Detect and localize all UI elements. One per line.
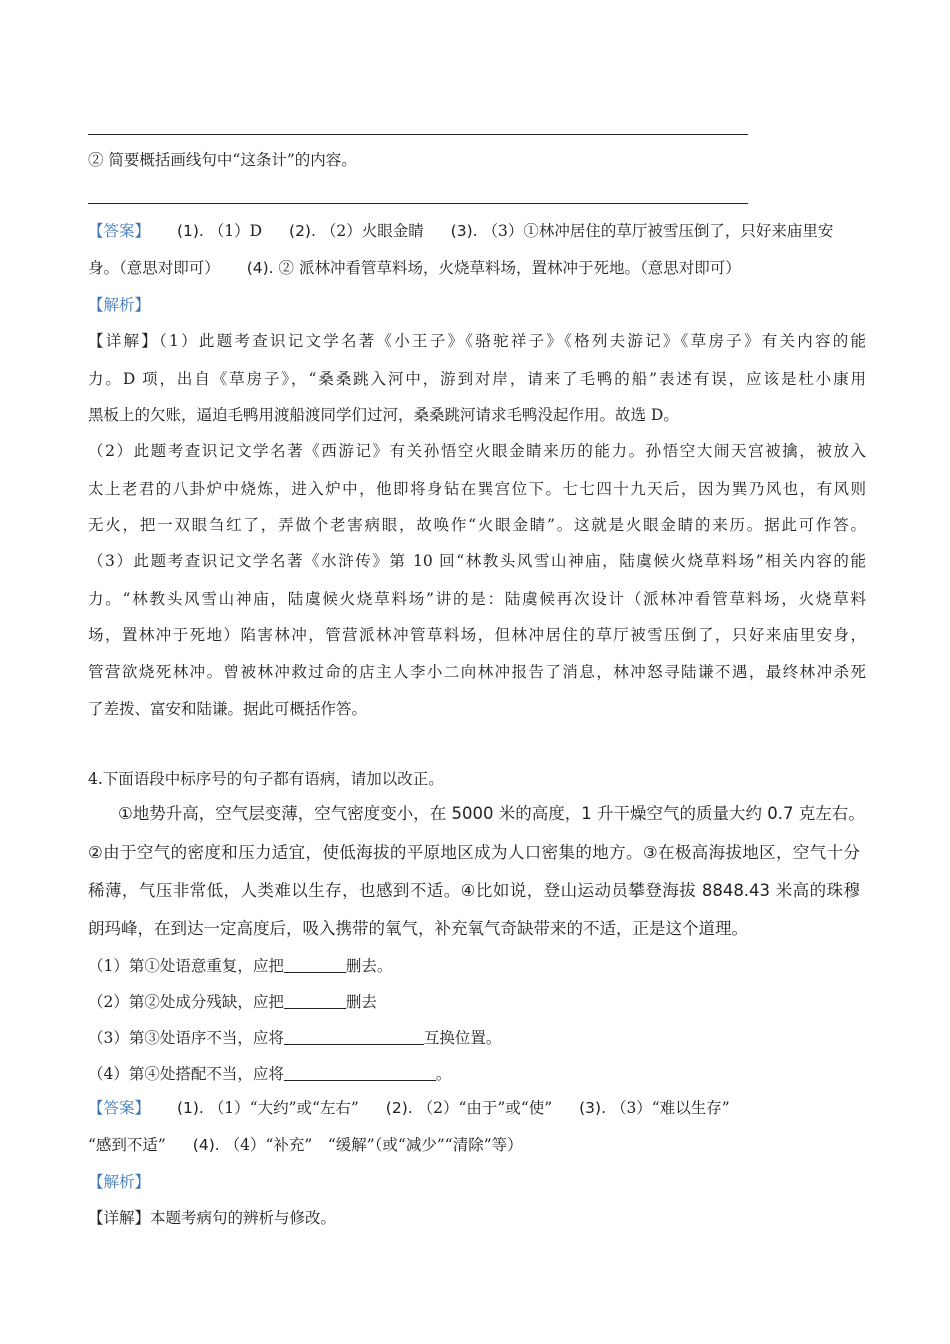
answer-text: ② 派林冲看管草料场，火烧草料场，置林冲于死地。（意思对即可） bbox=[278, 259, 741, 277]
sub-question bbox=[88, 1064, 866, 1084]
answer-text: （4）“补充” “缓解”（或“减少”“清除”等） bbox=[224, 1136, 523, 1154]
passage-line: ②由于空气的密度和压力适宜，使低海拔的平原地区成为人口密集的地方。③在极高海拔地区，空气十分 bbox=[88, 843, 860, 862]
answer-text: （2）“由于”或“使” bbox=[417, 1099, 553, 1117]
answer-line bbox=[88, 1098, 866, 1118]
answer-text: （3）①林冲居住的草厅被雪压倒了，只好来庙里安 bbox=[482, 222, 834, 240]
sub-question-text: 删去。 bbox=[345, 957, 393, 975]
answer-number: (1). bbox=[176, 1099, 204, 1117]
answer-text: 身。（意思对即可） bbox=[88, 259, 220, 277]
sub-question-text: （4）第④处搭配不当，应将 bbox=[88, 1065, 284, 1083]
question-title: 4.下面语段中标序号的句子都有语病，请加以改正。 bbox=[88, 770, 444, 788]
answer-tag: 【答案】 bbox=[88, 1099, 151, 1117]
sub-question-text: （3）第③处语序不当，应将 bbox=[88, 1029, 284, 1047]
answer-number: (1). bbox=[176, 222, 204, 240]
sub-question-text: 。 bbox=[435, 1065, 452, 1083]
analysis-line: （3）此题考查识记文学名著《水浒传》第 10 回“林教头风雪山神庙，陆虞候火烧草料场”相关内容的能 bbox=[88, 552, 866, 570]
analysis-line: 场，置林冲于死地）陷害林冲，管营派林冲管草料场，但林冲居住的草厅被雪压倒了，只好来庙里安身， bbox=[88, 626, 866, 644]
analysis-tag: 【解析】 bbox=[88, 1173, 151, 1191]
sub-question-text: （1）第①处语意重复，应把 bbox=[88, 957, 284, 975]
sub-question-text: 删去 bbox=[345, 993, 377, 1011]
answer-text: （2）火眼金睛 bbox=[320, 222, 424, 240]
analysis-line: 黑板上的欠账，逼迫毛鸭用渡船渡同学们过河，桑桑跳河请求毛鸭没起作用。故选 D。 bbox=[88, 406, 679, 424]
analysis-line: 无火，把一双眼刍红了，弄做个老害病眼，故唤作“火眼金睛”。这就是火眼金睛的来历。据此可作答。 bbox=[88, 516, 866, 534]
answer-blank-line bbox=[88, 203, 748, 204]
answer-text: （1）“大约”或“左右” bbox=[208, 1099, 359, 1117]
answer-number: (3). bbox=[579, 1099, 606, 1117]
sub-question-text: （2）第②处成分残缺，应把 bbox=[88, 993, 284, 1011]
answer-line bbox=[88, 258, 866, 278]
answer-number: (4). bbox=[246, 259, 274, 277]
fill-blank bbox=[284, 1065, 436, 1081]
fill-blank bbox=[284, 1029, 424, 1045]
analysis-tag: 【解析】 bbox=[88, 296, 151, 314]
answer-number: (4). bbox=[192, 1136, 220, 1154]
answer-text: （3）“难以生存” bbox=[610, 1099, 730, 1117]
analysis-line: 【详解】本题考病句的辨析与修改。 bbox=[88, 1209, 337, 1227]
passage-line: 朗玛峰，在到达一定高度后，吸入携带的氧气，补充氧气奇缺带来的不适，正是这个道理。 bbox=[88, 919, 748, 938]
answer-line bbox=[88, 221, 866, 241]
analysis-line: 太上老君的八卦炉中烧炼，进入炉中，他即将身钻在巽宫位下。七七四十九天后，因为巽乃风也，有风则 bbox=[88, 480, 866, 498]
answer-number: (3). bbox=[450, 222, 478, 240]
analysis-line: 力。“林教头风雪山神庙，陆虞候火烧草料场”讲的是：陆虞候再次设计（派林冲看管草料场，火烧草料 bbox=[88, 590, 866, 608]
analysis-line: （2）此题考查识记文学名著《西游记》有关孙悟空火眼金睛来历的能力。孙悟空大闹天宫被擒，被放入 bbox=[88, 442, 866, 460]
sub-question-text: 互换位置。 bbox=[423, 1029, 502, 1047]
fill-blank bbox=[284, 957, 346, 973]
analysis-line: 力。D 项，出自《草房子》，“桑桑跳入河中，游到对岸，请来了毛鸭的船”表述有误，应该是杜小康用 bbox=[88, 370, 866, 388]
analysis-line: 管营欲烧死林冲。曾被林冲救过命的店主人李小二向林冲报告了消息，林冲怒寻陆谦不遇，最终林冲杀死 bbox=[88, 663, 866, 681]
fill-blank bbox=[284, 993, 346, 1009]
answer-text: （1）D bbox=[208, 222, 263, 240]
analysis-line: 了差拨、富安和陆谦。据此可概括作答。 bbox=[88, 700, 368, 718]
answer-text: “感到不适” bbox=[88, 1136, 166, 1154]
analysis-line: 【详解】（1）此题考查识记文学名著《小王子》《骆驼祥子》《格列夫游记》《草房子》有关内容的能 bbox=[88, 332, 866, 350]
sub-question bbox=[88, 1028, 866, 1048]
sub-question bbox=[88, 992, 866, 1012]
sub-question bbox=[88, 956, 866, 976]
answer-number: (2). bbox=[385, 1099, 413, 1117]
answer-number: (2). bbox=[289, 222, 316, 240]
answer-tag: 【答案】 bbox=[88, 222, 151, 240]
passage-line: 稀薄，气压非常低，人类难以生存，也感到不适。④比如说，登山运动员攀登海拔 8848.43 米高的珠穆 bbox=[88, 881, 860, 900]
answer-line bbox=[88, 1135, 866, 1155]
passage-line: ①地势升高，空气层变薄，空气密度变小，在 5000 米的高度，1 升干燥空气的质量大约 0.7 克左右。 bbox=[118, 804, 865, 823]
answer-blank-line bbox=[88, 134, 748, 135]
q2-prompt: ② 简要概括画线句中“这条计”的内容。 bbox=[88, 151, 357, 169]
